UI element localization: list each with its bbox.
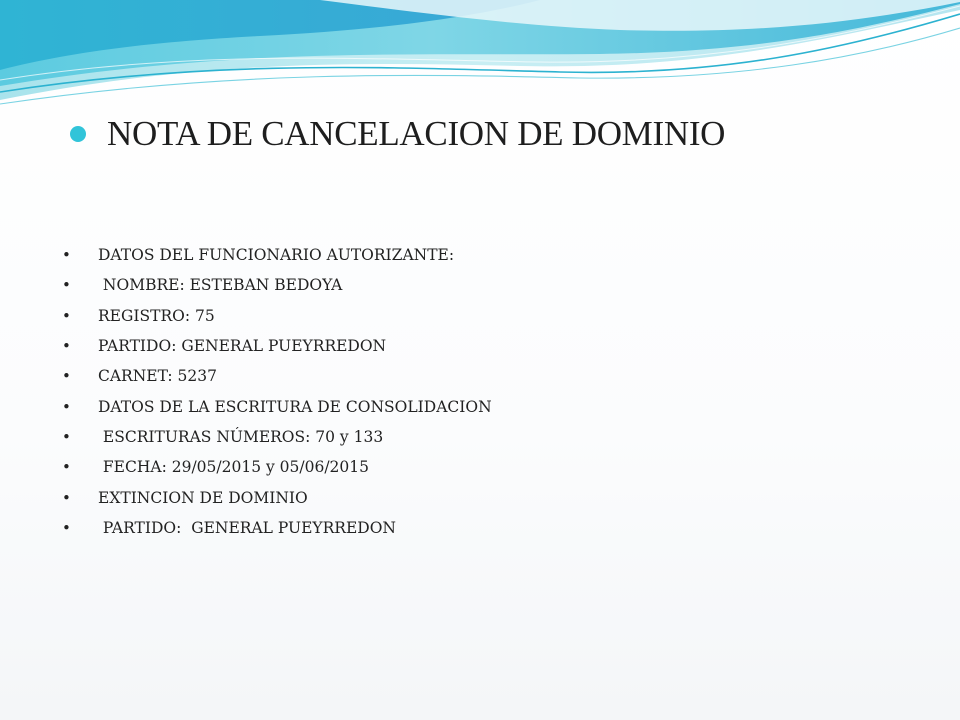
bullet-icon: • xyxy=(62,367,71,386)
bullet-list xyxy=(62,240,492,543)
slide-title: NOTA DE CANCELACION DE DOMINIO xyxy=(107,114,726,153)
list-item-text: PARTIDO: GENERAL PUEYRREDON xyxy=(98,337,387,356)
list-item-text: REGISTRO: 75 xyxy=(98,306,215,325)
bullet-icon: • xyxy=(62,488,71,507)
list-item xyxy=(62,482,492,512)
list-item-text: FECHA: 29/05/2015 y 05/06/2015 xyxy=(98,458,370,477)
list-item-text: DATOS DE LA ESCRITURA DE CONSOLIDACION xyxy=(98,397,492,416)
list-item-text: EXTINCION DE DOMINIO xyxy=(98,488,308,507)
bullet-icon: • xyxy=(62,306,71,325)
bullet-icon: • xyxy=(62,427,71,446)
bullet-icon: • xyxy=(62,337,71,356)
title-bullet-icon xyxy=(70,126,86,142)
list-item xyxy=(62,422,492,452)
title-row xyxy=(70,114,725,154)
list-item-text: DATOS DEL FUNCIONARIO AUTORIZANTE: xyxy=(98,246,455,265)
list-item-text: CARNET: 5237 xyxy=(98,367,217,386)
list-item xyxy=(62,452,492,482)
list-item xyxy=(62,331,492,361)
header-wave-decoration xyxy=(0,0,960,115)
list-item xyxy=(62,361,492,391)
list-item-text: ESCRITURAS NÚMEROS: 70 y 133 xyxy=(98,427,384,446)
list-item-text: PARTIDO: GENERAL PUEYRREDON xyxy=(98,518,396,537)
bullet-icon: • xyxy=(62,276,71,295)
list-item xyxy=(62,240,492,270)
list-item-text: NOMBRE: ESTEBAN BEDOYA xyxy=(98,276,343,295)
list-item xyxy=(62,301,492,331)
list-item xyxy=(62,513,492,543)
bullet-icon: • xyxy=(62,458,71,477)
list-item xyxy=(62,270,492,300)
bullet-icon: • xyxy=(62,518,71,537)
bullet-icon: • xyxy=(62,246,71,265)
list-item xyxy=(62,391,492,421)
bullet-icon: • xyxy=(62,397,71,416)
